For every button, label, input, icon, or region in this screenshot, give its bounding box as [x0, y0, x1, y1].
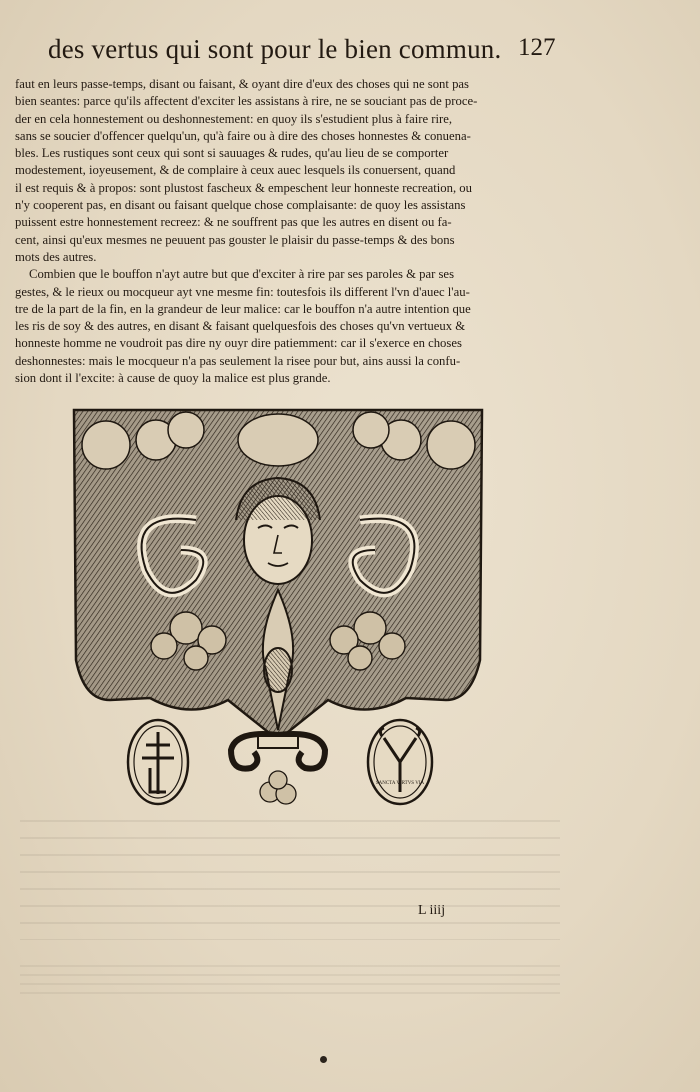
text-line: honneste homme ne voudroit pas dire ny ouyr dire patiemment: car il s'exerce en choses	[15, 336, 462, 351]
text-line: cent, ainsi qu'eux mesmes ne peuuent pas gouster le plaisir du passe-temps & des bons	[15, 232, 455, 247]
text-line: der en cela honnestement ou deshonnestement: en quoy ils s'estudient plus à faire rire,	[15, 111, 453, 126]
text-line: bles. Les rustiques sont ceux qui sont si sauuages & rudes, qu'au lieu de se comporter	[15, 146, 449, 161]
page-header	[48, 34, 568, 74]
text-line: gestes, & le rieux ou mocqueur ayt vne mesme fin: toutesfois ils different l'vn d'auec l'au-	[15, 284, 470, 299]
text-line: sion dont il l'excite: à cause de quoy la malice est plus grande.	[15, 371, 331, 386]
text-line: sans se soucier d'offencer quelqu'un, qu'à faire ou à dire des choses honnestes & conuena-	[15, 128, 471, 143]
text-line: mots des autres.	[15, 249, 97, 264]
body-text	[15, 76, 555, 387]
catchword-dot	[320, 1056, 327, 1063]
text-line: tre de la part de la fin, en la grandeur de leur malice: car le bouffon n'a autre intention que	[15, 301, 471, 316]
text-line: les ris de soy & des autres, en disant & faisant quelquesfois des choses qu'vn vertueux &	[15, 319, 466, 334]
woodcut-ornament	[66, 400, 490, 812]
medallion-inscription: SANCTA VIRTVS VIA	[375, 781, 425, 786]
page-number: 127	[518, 34, 556, 61]
text-line: puissent estre honnestement recreez: & ne souffrent pas que les autres en disent ou fa-	[15, 215, 452, 230]
text-line: faut en leurs passe-temps, disant ou faisant, & oyant dire d'eux des choses qui ne sont pas	[15, 77, 469, 91]
signature-mark: L iiij	[418, 903, 446, 918]
text-line: n'y cooperent pas, en disant ou faisant quelque chose complaisante: de quoy les assistans	[15, 198, 466, 213]
text-line: modestement, ioyeusement, & de complaire à ceux auec lesquels ils conuersent, quand	[15, 163, 456, 178]
text-line: bien seantes: parce qu'ils affectent d'exciter les assistans à rire, ne se souciant pas de proce-	[15, 94, 478, 109]
running-head: des vertus qui sont pour le bien commun.	[48, 34, 502, 64]
show-through-text	[20, 820, 560, 940]
text-line: deshonnestes: mais le mocqueur n'a pas seulement la risee pour but, ains aussi la confu-	[15, 353, 461, 368]
text-line: il est requis & à propos: sont plustost fascheux & empeschent leur honneste recreation, ou	[15, 180, 472, 195]
show-through-notes	[20, 965, 560, 995]
paragraph-start-line: Combien que le bouffon n'ayt autre but que d'exciter à rire par ses paroles & par ses	[29, 267, 455, 282]
